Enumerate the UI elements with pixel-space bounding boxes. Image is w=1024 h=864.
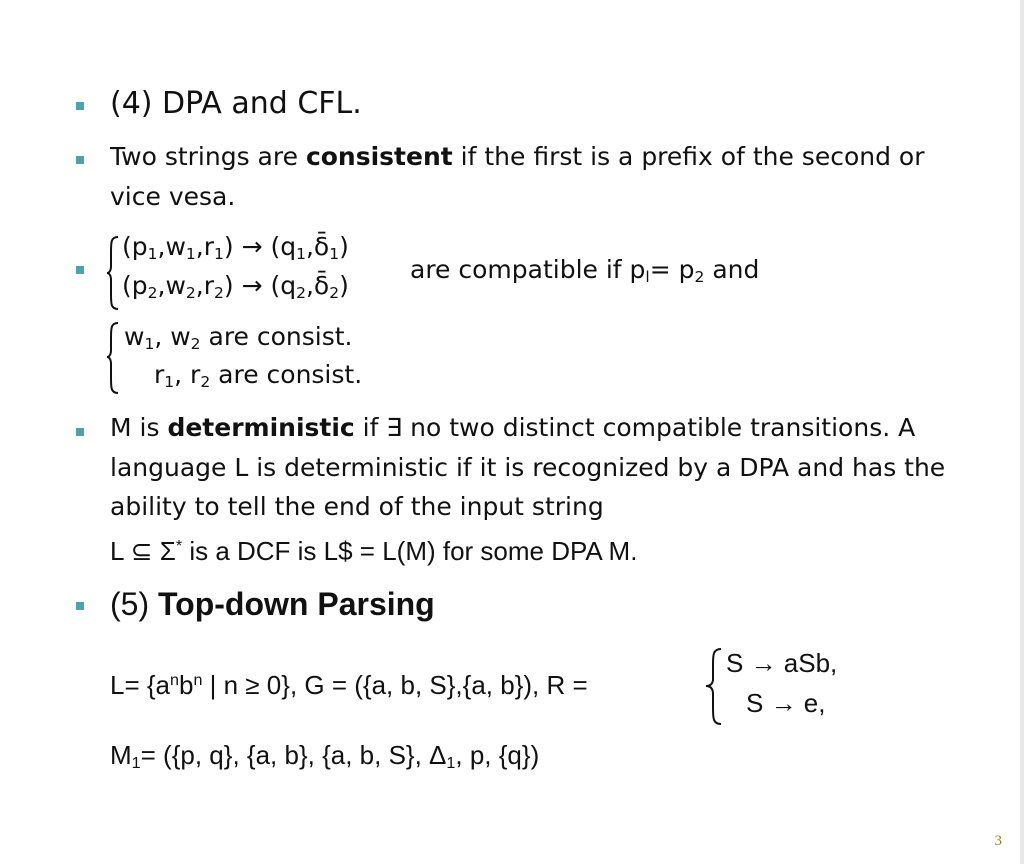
bullet — [76, 428, 84, 436]
rule-2: S → e, — [746, 688, 826, 718]
transition-2: $(p_2,w_2,r_2)$ → $(q_2,\deltā_2)$ — [122, 271, 349, 302]
term-consistent: consistent — [305, 142, 453, 171]
bullet — [76, 156, 84, 164]
left-brace-conditions — [106, 320, 120, 396]
condition-w-consistent: $w_1$, $w_2$ are consist. — [124, 322, 353, 353]
heading-top-down-parsing: (5) Top-down Parsing — [110, 586, 435, 622]
machine-definition: $M_1= (\{p$, q}, {a, b}, {a, b, S}, $\Delta_1$, p, {q}) — [110, 740, 540, 773]
consistent-definition-line1: Two strings are consistent if the first is a prefix of the second or — [110, 142, 925, 171]
heading-dpa-cfl: (4) DPA and CFL. — [110, 86, 362, 121]
consistent-definition-line2: vice vesa. — [110, 182, 236, 211]
condition-r-consistent: $r_1$, $r_2$ are consist. — [154, 360, 363, 391]
compatible-condition-text: are compatible if $p_l= p_2$ and — [410, 255, 760, 286]
term-deterministic: deterministic — [167, 413, 355, 442]
bullet — [76, 266, 84, 274]
left-brace-rules — [704, 646, 724, 728]
rule-1: S → aSb, — [726, 648, 838, 678]
deterministic-line2: language L is deterministic if it is recognized by a DPA and has the — [110, 453, 946, 482]
deterministic-line3: ability to tell the end of the input string — [110, 492, 604, 521]
deterministic-line1: M is deterministic if ∃ no two distinct compatible transitions. A — [110, 413, 916, 442]
bullet — [76, 102, 84, 110]
dcf-definition: L ⊆ Σ* is a DCF is L$ = L(M) for some DPA M. — [110, 536, 638, 566]
page-number: 3 — [994, 833, 1002, 849]
transition-1: $(p_1,w_1,r_1)$ → $(q_1,\deltā_1)$ — [122, 232, 349, 263]
left-brace-transitions — [106, 234, 120, 312]
right-edge-divider — [1020, 0, 1024, 864]
bullet — [76, 602, 84, 610]
grammar-definition: $L= \{a^nb^n$ | n ≥ 0}, G = ({a, b, S},{a, b}), R = — [110, 670, 588, 700]
